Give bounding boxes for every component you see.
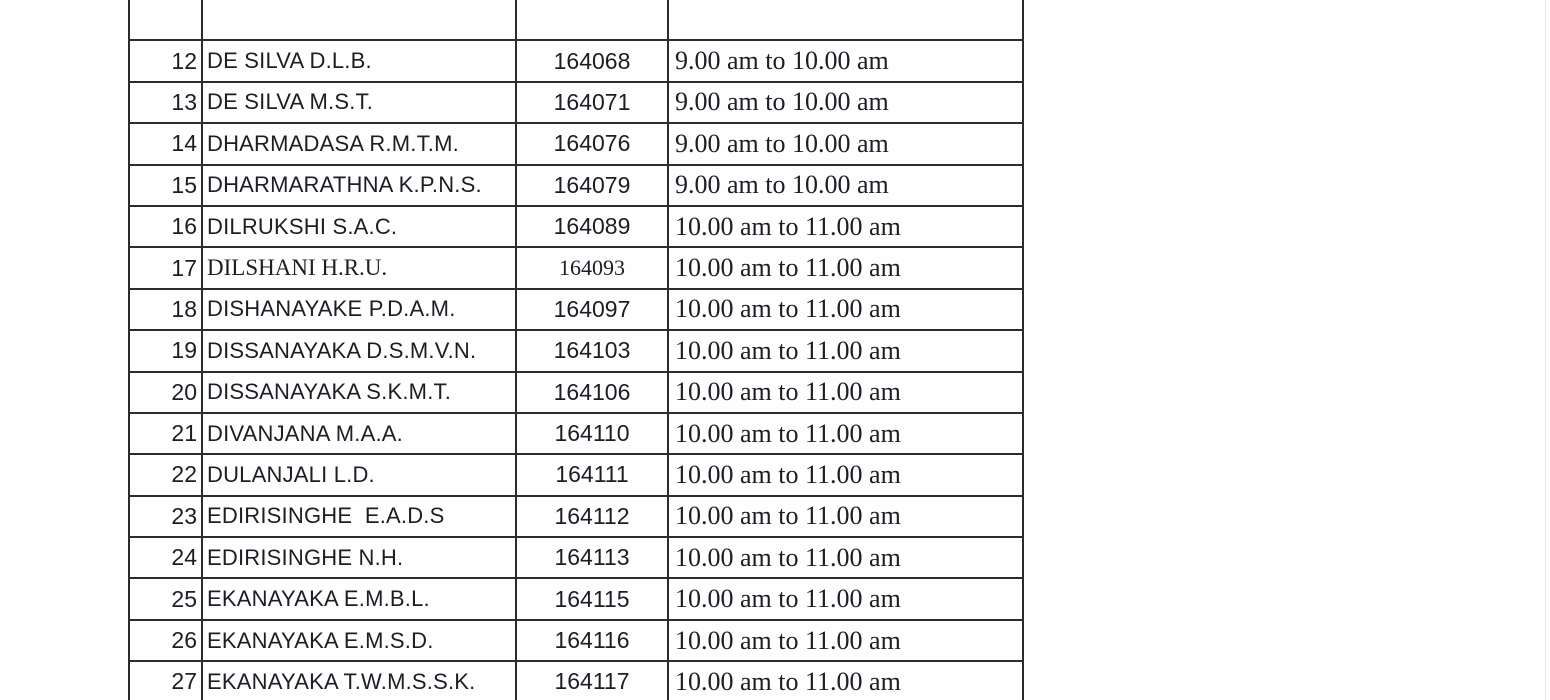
time-slot-cell: 10.00 am to 11.00 am <box>668 454 1023 495</box>
registration-number-cell: 164089 <box>516 206 668 247</box>
student-name-cell: EKANAYAKA T.W.M.S.S.K. <box>202 661 516 700</box>
table-row <box>129 454 1023 495</box>
registration-number-cell: 164110 <box>516 413 668 454</box>
table-row <box>129 289 1023 330</box>
page-edge-line <box>1545 0 1546 700</box>
registration-number-cell: 164071 <box>516 82 668 123</box>
table-row <box>129 330 1023 371</box>
registration-number-cell: 164097 <box>516 289 668 330</box>
registration-number-cell: 164117 <box>516 661 668 700</box>
table-row <box>129 206 1023 247</box>
row-number-cell: 20 <box>129 372 202 413</box>
table-row <box>129 620 1023 661</box>
registration-number-cell: 164093 <box>516 247 668 288</box>
table-row <box>129 247 1023 288</box>
row-number-cell: 15 <box>129 165 202 206</box>
table-cell <box>129 0 202 40</box>
table-row <box>129 496 1023 537</box>
table-row <box>129 165 1023 206</box>
table-row <box>129 82 1023 123</box>
table-cell <box>668 0 1023 40</box>
table-body <box>129 0 1023 700</box>
registration-number-cell: 164111 <box>516 454 668 495</box>
registration-number-cell: 164116 <box>516 620 668 661</box>
time-slot-cell: 9.00 am to 10.00 am <box>668 123 1023 164</box>
table-row <box>129 123 1023 164</box>
time-slot-cell: 9.00 am to 10.00 am <box>668 165 1023 206</box>
row-number-cell: 19 <box>129 330 202 371</box>
student-name-cell: EKANAYAKA E.M.S.D. <box>202 620 516 661</box>
student-schedule-table <box>128 0 1024 700</box>
row-number-cell: 12 <box>129 40 202 81</box>
row-number-cell: 22 <box>129 454 202 495</box>
registration-number-cell: 164076 <box>516 123 668 164</box>
table-row-partial <box>129 0 1023 40</box>
time-slot-cell: 9.00 am to 10.00 am <box>668 82 1023 123</box>
time-slot-cell: 10.00 am to 11.00 am <box>668 247 1023 288</box>
student-name-cell: EKANAYAKA E.M.B.L. <box>202 578 516 619</box>
time-slot-cell: 10.00 am to 11.00 am <box>668 537 1023 578</box>
student-name-cell: DISSANAYAKA D.S.M.V.N. <box>202 330 516 371</box>
registration-number-cell: 164103 <box>516 330 668 371</box>
time-slot-cell: 10.00 am to 11.00 am <box>668 330 1023 371</box>
registration-number-cell: 164115 <box>516 578 668 619</box>
time-slot-cell: 10.00 am to 11.00 am <box>668 206 1023 247</box>
time-slot-cell: 10.00 am to 11.00 am <box>668 372 1023 413</box>
student-name-cell: DE SILVA D.L.B. <box>202 40 516 81</box>
table-row <box>129 40 1023 81</box>
time-slot-cell: 10.00 am to 11.00 am <box>668 496 1023 537</box>
row-number-cell: 23 <box>129 496 202 537</box>
time-slot-cell: 10.00 am to 11.00 am <box>668 578 1023 619</box>
row-number-cell: 17 <box>129 247 202 288</box>
student-name-cell: DISHANAYAKE P.D.A.M. <box>202 289 516 330</box>
table-row <box>129 578 1023 619</box>
row-number-cell: 18 <box>129 289 202 330</box>
row-number-cell: 25 <box>129 578 202 619</box>
row-number-cell: 13 <box>129 82 202 123</box>
table-cell <box>516 0 668 40</box>
student-name-cell: DIVANJANA M.A.A. <box>202 413 516 454</box>
row-number-cell: 16 <box>129 206 202 247</box>
time-slot-cell: 10.00 am to 11.00 am <box>668 620 1023 661</box>
student-name-cell: DHARMADASA R.M.T.M. <box>202 123 516 164</box>
registration-number-cell: 164068 <box>516 40 668 81</box>
registration-number-cell: 164113 <box>516 537 668 578</box>
time-slot-cell: 10.00 am to 11.00 am <box>668 289 1023 330</box>
table-row <box>129 413 1023 454</box>
student-name-cell: DILRUKSHI S.A.C. <box>202 206 516 247</box>
student-name-cell: DHARMARATHNA K.P.N.S. <box>202 165 516 206</box>
time-slot-cell: 9.00 am to 10.00 am <box>668 40 1023 81</box>
registration-number-cell: 164106 <box>516 372 668 413</box>
student-name-cell: DULANJALI L.D. <box>202 454 516 495</box>
table-row <box>129 537 1023 578</box>
table-row <box>129 372 1023 413</box>
time-slot-cell: 10.00 am to 11.00 am <box>668 413 1023 454</box>
row-number-cell: 14 <box>129 123 202 164</box>
row-number-cell: 26 <box>129 620 202 661</box>
table-cell <box>202 0 516 40</box>
registration-number-cell: 164079 <box>516 165 668 206</box>
row-number-cell: 27 <box>129 661 202 700</box>
row-number-cell: 24 <box>129 537 202 578</box>
time-slot-cell: 10.00 am to 11.00 am <box>668 661 1023 700</box>
student-name-cell: DILSHANI H.R.U. <box>202 247 516 288</box>
student-name-cell: DISSANAYAKA S.K.M.T. <box>202 372 516 413</box>
student-name-cell: EDIRISINGHE E.A.D.S <box>202 496 516 537</box>
student-name-cell: DE SILVA M.S.T. <box>202 82 516 123</box>
row-number-cell: 21 <box>129 413 202 454</box>
student-name-cell: EDIRISINGHE N.H. <box>202 537 516 578</box>
table-row <box>129 661 1023 700</box>
registration-number-cell: 164112 <box>516 496 668 537</box>
